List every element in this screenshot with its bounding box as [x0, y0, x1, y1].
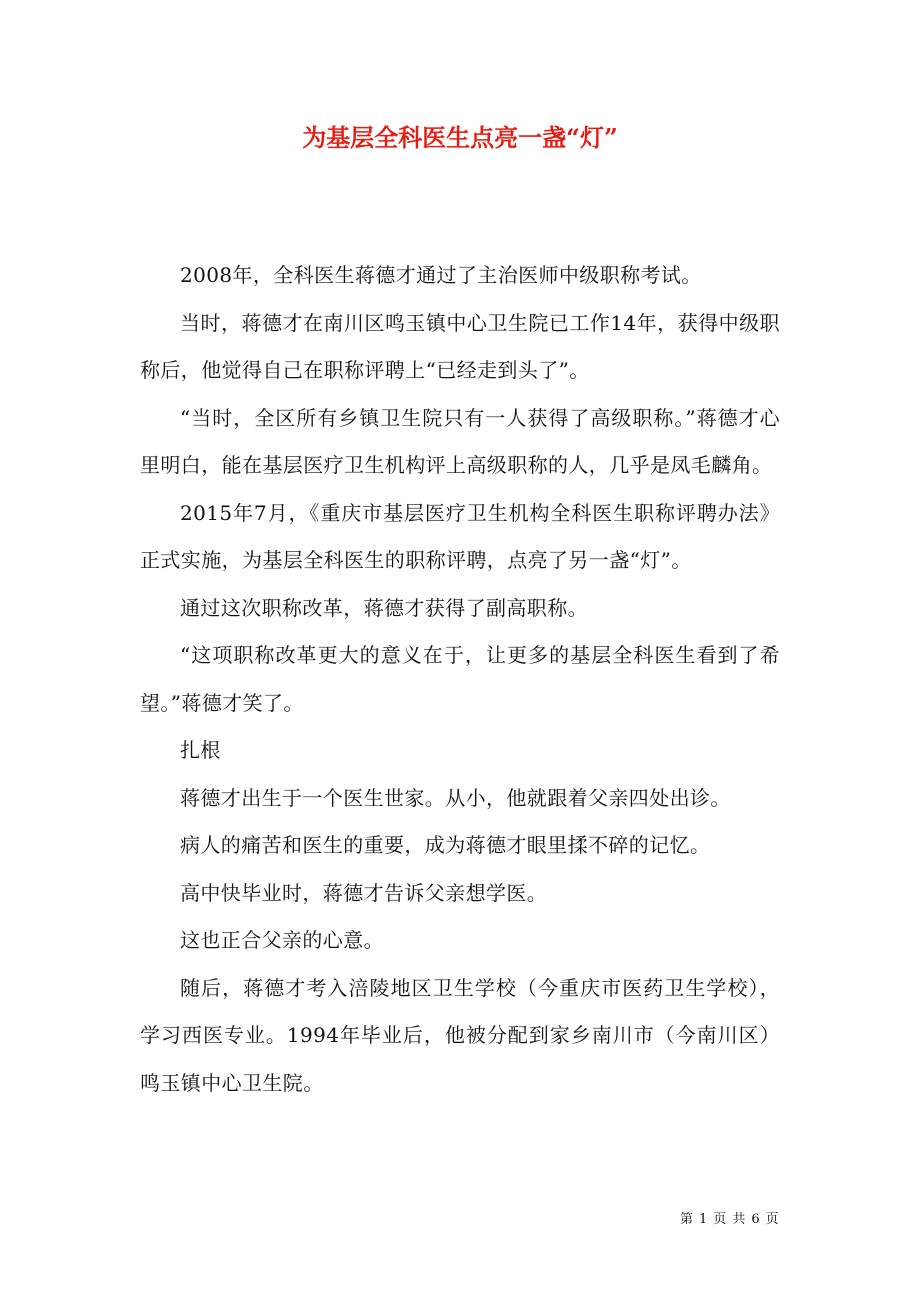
- paragraph-11: 这也正合父亲的心意。: [180, 928, 384, 952]
- footer-current-page: 1: [699, 1212, 708, 1227]
- footer-prefix: 第: [680, 1212, 694, 1227]
- section-heading-zhagen: 扎根: [180, 738, 221, 762]
- paragraph-3: “当时，全区所有乡镇卫生院只有一人获得了高级职称。”蒋德才心里明白，能在基层医疗卫生机构评上高级职称的人，几乎是凤毛麟角。: [140, 405, 780, 477]
- paragraph-4: 2015年7月，《重庆市基层医疗卫生机构全科医生职称评聘办法》正式实施，为基层全科医生的职称评聘，点亮了另一盏“灯”。: [140, 500, 780, 572]
- paragraph-10: 高中快毕业时，蒋德才告诉父亲想学医。: [180, 880, 548, 905]
- paragraph-6: “这项职称改革更大的意义在于，让更多的基层全科医生看到了希望。”蒋德才笑了。: [140, 643, 780, 715]
- paragraph-5: 通过这次职称改革，蒋德才获得了副高职称。: [180, 595, 588, 620]
- paragraph-2: 当时，蒋德才在南川区鸣玉镇中心卫生院已工作14年，获得中级职称后，他觉得自己在职称评聘上“已经走到头了”。: [140, 310, 780, 382]
- paragraph-8: 蒋德才出生于一个医生世家。从小，他就跟着父亲四处出诊。: [180, 785, 731, 810]
- page-number-footer: [680, 1208, 779, 1227]
- paragraph-1: 2008年，全科医生蒋德才通过了主治医师中级职称考试。: [180, 263, 702, 287]
- footer-total-word: 共: [732, 1212, 746, 1227]
- footer-suffix: 页: [765, 1212, 779, 1227]
- article-body: [140, 252, 780, 1107]
- paragraph-9: 病人的痛苦和医生的重要，成为蒋德才眼里揉不碎的记忆。: [180, 833, 711, 857]
- paragraph-12: 随后，蒋德才考入涪陵地区卫生学校（今重庆市医药卫生学校），学习西医专业。1994年毕业后，他被分配到家乡南川市（今南川区）鸣玉镇中心卫生院。: [140, 975, 780, 1095]
- footer-total-pages: 6: [751, 1212, 760, 1227]
- footer-page-word: 页: [713, 1212, 727, 1227]
- page-title: 为基层全科医生点亮一盏“灯”: [302, 123, 618, 152]
